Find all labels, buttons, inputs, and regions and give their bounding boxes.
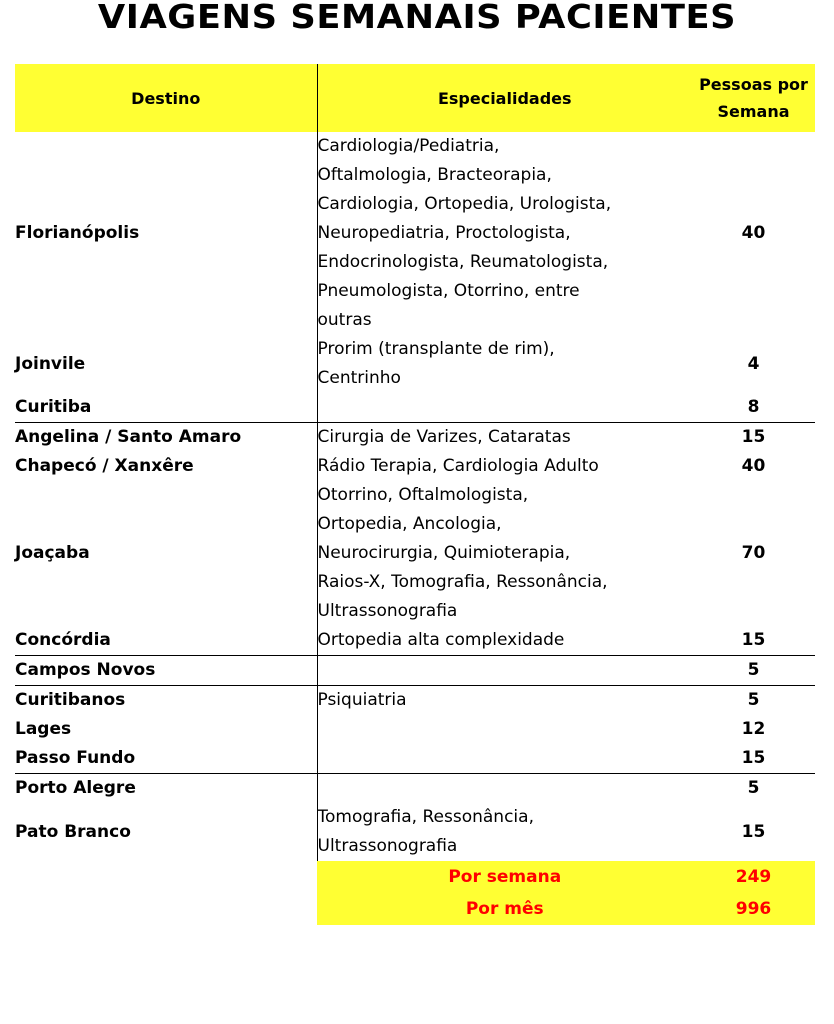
table-row xyxy=(15,715,815,744)
destino-cell: Angelina / Santo Amaro xyxy=(15,427,242,447)
destino-cell: Pato Branco xyxy=(15,821,131,842)
spec-line: Cardiologia, Ortopedia, Urologista, xyxy=(317,194,612,214)
destino-cell: Lages xyxy=(15,719,72,739)
destino-cell: Florianópolis xyxy=(15,223,140,243)
pessoas-cell: 40 xyxy=(741,223,766,243)
spec-line: Centrinho xyxy=(317,368,401,388)
table-row xyxy=(15,803,815,861)
spec-line: Pneumologista, Otorrino, entre xyxy=(317,281,580,301)
table-row xyxy=(15,626,815,656)
total-mes-label: Por mês xyxy=(317,893,692,925)
spec-line: Prorim (transplante de rim), xyxy=(317,339,555,359)
especialidades-cell xyxy=(317,715,692,744)
header-pessoas-line1: Pessoas por xyxy=(699,75,808,94)
especialidades-cell xyxy=(317,803,692,861)
header-destino: Destino xyxy=(15,64,317,132)
spec-line: Raios-X, Tomografia, Ressonância, xyxy=(317,572,608,592)
spec-line: Cardiologia/Pediatria, xyxy=(317,136,500,156)
table-row xyxy=(15,335,815,393)
destino-cell: Passo Fundo xyxy=(15,744,317,774)
especialidades-cell: Cirurgia de Varizes, Cataratas xyxy=(317,423,692,453)
total-semana-row xyxy=(15,861,815,893)
spec-line: Otorrino, Oftalmologista, xyxy=(317,485,529,505)
trips-table xyxy=(15,64,815,925)
pessoas-cell: 15 xyxy=(692,626,815,656)
especialidades-cell: Psiquiatria xyxy=(317,686,692,716)
total-semana-label: Por semana xyxy=(317,861,692,893)
especialidades-cell xyxy=(317,774,692,804)
pessoas-cell: 15 xyxy=(692,744,815,774)
table-row xyxy=(15,774,815,804)
especialidades-cell xyxy=(317,481,692,626)
table-row xyxy=(15,656,815,686)
pessoas-cell: 8 xyxy=(692,393,815,423)
pessoas-cell: 15 xyxy=(741,821,766,842)
destino-cell: Joinvile xyxy=(15,353,86,374)
header-pessoas xyxy=(692,64,815,132)
spec-line: Ultrassonografia xyxy=(317,836,458,856)
pessoas-cell: 15 xyxy=(741,427,766,447)
spec-line: Oftalmologia, Bracteorapia, xyxy=(317,165,552,185)
table-row xyxy=(15,481,815,626)
table-row xyxy=(15,393,815,423)
destino-cell: Porto Alegre xyxy=(15,778,136,798)
pessoas-cell: 40 xyxy=(741,456,766,476)
pessoas-cell: 5 xyxy=(692,656,815,686)
table-row xyxy=(15,423,815,453)
destino-cell: Joaçaba xyxy=(15,543,90,563)
spec-line: Ultrassonografia xyxy=(317,601,458,621)
especialidades-cell xyxy=(317,656,692,686)
spec-line: Tomografia, Ressonância, xyxy=(317,807,534,827)
especialidades-cell xyxy=(317,393,692,423)
total-mes-row xyxy=(15,893,815,925)
total-mes-value: 996 xyxy=(692,893,815,925)
especialidades-cell: Ortopedia alta complexidade xyxy=(317,626,692,656)
destino-cell: Curitiba xyxy=(15,393,317,423)
table-row xyxy=(15,744,815,774)
especialidades-cell xyxy=(317,132,692,335)
destino-cell: Chapecó / Xanxêre xyxy=(15,456,194,476)
table-row xyxy=(15,132,815,335)
spec-line: outras xyxy=(317,310,372,330)
header-pessoas-line2: Semana xyxy=(717,102,790,121)
pessoas-cell: 70 xyxy=(741,543,766,563)
especialidades-cell: Rádio Terapia, Cardiologia Adulto xyxy=(317,452,692,481)
table-header-row xyxy=(15,64,815,132)
pessoas-cell: 12 xyxy=(741,719,766,739)
pessoas-cell: 5 xyxy=(747,778,760,798)
spec-line: Endocrinologista, Reumatologista, xyxy=(317,252,609,272)
destino-cell: Campos Novos xyxy=(15,656,317,686)
page-title: VIAGENS SEMANAIS PACIENTES xyxy=(97,0,737,36)
spec-line: Neuropediatria, Proctologista, xyxy=(317,223,571,243)
especialidades-cell xyxy=(317,335,692,393)
table-row xyxy=(15,686,815,716)
table-body xyxy=(15,132,815,925)
total-semana-value: 249 xyxy=(692,861,815,893)
especialidades-cell xyxy=(317,744,692,774)
header-especialidades: Especialidades xyxy=(317,64,692,132)
pessoas-cell: 5 xyxy=(747,690,760,710)
table-row xyxy=(15,452,815,481)
spec-line: Ortopedia, Ancologia, xyxy=(317,514,502,534)
pessoas-cell: 4 xyxy=(747,353,760,374)
destino-cell: Concórdia xyxy=(15,626,317,656)
destino-cell: Curitibanos xyxy=(15,690,126,710)
spec-line: Neurocirurgia, Quimioterapia, xyxy=(317,543,571,563)
